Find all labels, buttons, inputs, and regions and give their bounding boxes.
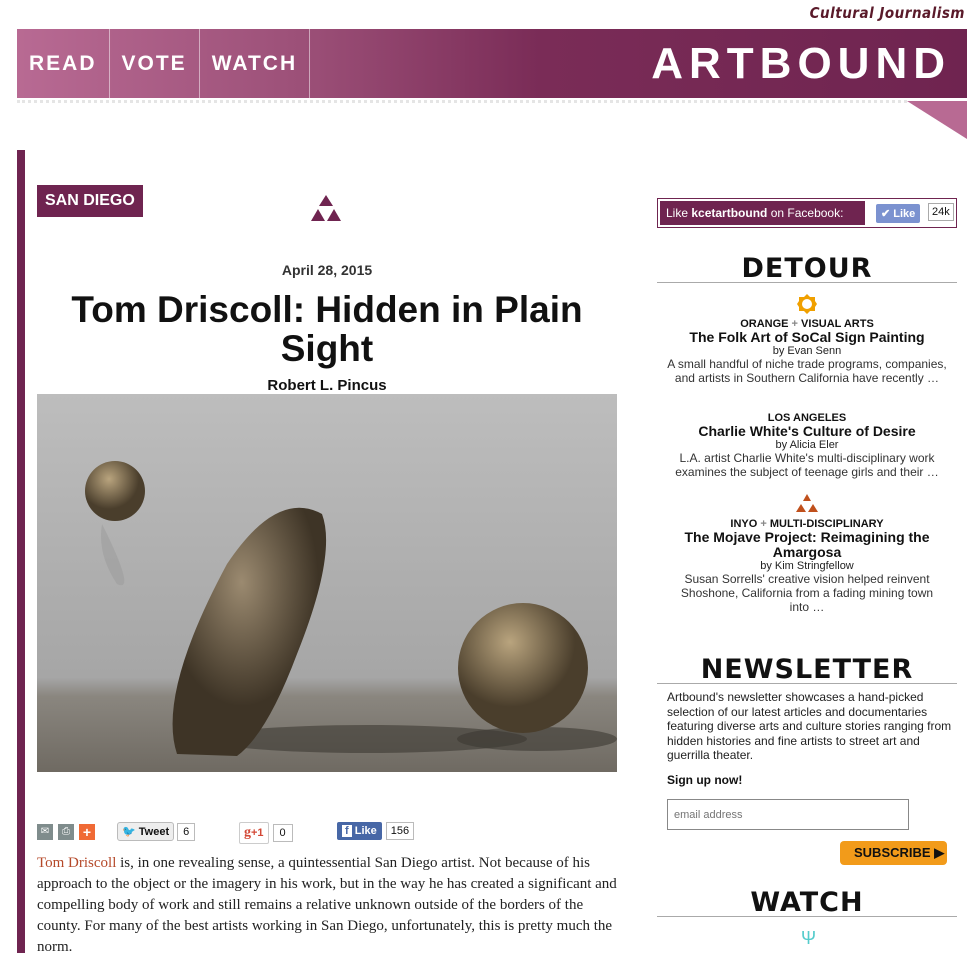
item-category[interactable]: LOS ANGELES <box>767 412 847 424</box>
header-banner <box>17 29 967 98</box>
detour-heading: DETOUR <box>657 256 957 283</box>
check-icon: ✔ <box>881 208 891 220</box>
facebook-widget-label <box>660 201 865 225</box>
nav-watch[interactable]: WATCH <box>200 29 310 98</box>
artist-link[interactable]: Tom Driscoll <box>37 855 117 871</box>
article-author[interactable]: Robert L. Pincus <box>267 377 387 394</box>
article-title: Tom Driscoll: Hidden in Plain Sight <box>71 289 583 369</box>
triangles-icon <box>796 494 818 514</box>
share-bar <box>37 822 617 844</box>
corner-decoration <box>907 101 967 139</box>
gplus-label: +1 <box>251 827 264 839</box>
play-arrow-icon: ▶ <box>934 845 945 860</box>
tweet-label: Tweet <box>138 826 170 838</box>
item-excerpt: L.A. artist Charlie White's multi-disciplinary work examines the subject of teenage girls and their … <box>675 451 939 479</box>
item-category[interactable]: VISUAL ARTS <box>801 318 874 330</box>
item-title[interactable]: Charlie White's Culture of Desire <box>698 423 916 439</box>
email-input[interactable] <box>667 799 909 830</box>
newsletter-description: Artbound's newsletter showcases a hand-picked selection of our latest articles and documentaries featuring diverse arts and culture stories ranging from hidden histories and fine artists to street art and guerrilla theater. <box>667 690 952 762</box>
item-byline: by Evan Senn <box>772 345 842 357</box>
fb-like-button[interactable] <box>876 204 920 223</box>
gplus-icon: g <box>244 825 251 840</box>
facebook-widget <box>657 198 957 228</box>
gplus-button[interactable] <box>239 822 293 844</box>
item-category[interactable]: MULTI-DISCIPLINARY <box>769 518 884 530</box>
watch-heading: WATCH <box>657 890 957 917</box>
fb-like-count: 24k <box>928 203 954 221</box>
fb-prefix: Like <box>666 206 692 220</box>
signup-label: Sign up now! <box>667 773 743 787</box>
like-count: 156 <box>386 822 414 840</box>
sculpture-image <box>37 394 617 772</box>
gplus-count: 0 <box>273 824 293 842</box>
print-icon: ⎙ <box>58 824 74 840</box>
nav-vote[interactable]: VOTE <box>110 29 200 98</box>
item-category[interactable]: ORANGE <box>740 318 789 330</box>
fork-icon: Ψ <box>801 928 817 948</box>
plus-icon: + <box>79 824 95 840</box>
facebook-like-button[interactable] <box>337 822 414 840</box>
article-date: April 28, 2015 <box>281 262 373 278</box>
divider <box>17 100 907 103</box>
email-icon: ✉ <box>37 824 53 840</box>
print-button[interactable] <box>58 824 74 840</box>
subscribe-label: SUBSCRIBE <box>854 845 931 860</box>
sun-icon <box>796 293 818 315</box>
detour-item[interactable]: ORANGE + VISUAL ARTS The Folk Art of SoCal Sign Painting by Evan Senn A small handful of niche trade programs, companies, and artists in Southern California have recently … <box>657 318 957 385</box>
triangles-icon <box>309 195 343 223</box>
facebook-icon: f <box>342 825 352 837</box>
artbound-logo[interactable]: ARTBOUND <box>651 39 951 88</box>
tweet-count: 6 <box>177 823 195 841</box>
tweet-button[interactable] <box>117 822 195 841</box>
detour-item[interactable]: INYO + MULTI-DISCIPLINARY The Mojave Project: Reimagining the Amargosa by Kim Stringfellow Susan Sorrells' creative vision helped reinvent Shoshone, California from a fading mining town into … <box>657 518 957 614</box>
newsletter-heading: NEWSLETTER <box>657 657 957 684</box>
item-excerpt: A small handful of niche trade programs, companies, and artists in Southern California have recently … <box>667 357 947 385</box>
article-photo <box>37 394 617 772</box>
item-byline: by Alicia Eler <box>775 439 839 451</box>
item-byline: by Kim Stringfellow <box>760 560 854 572</box>
nav-read[interactable]: READ <box>17 29 110 98</box>
item-title[interactable]: The Mojave Project: Reimagining the Amargosa <box>684 529 930 560</box>
fb-page-name[interactable]: kcetartbound <box>691 206 768 220</box>
addthis-button[interactable] <box>79 824 95 840</box>
item-title[interactable]: The Folk Art of SoCal Sign Painting <box>689 329 925 345</box>
article-body <box>37 853 617 958</box>
email-share-button[interactable] <box>37 824 53 840</box>
tagline: Cultural Journalism <box>809 4 965 22</box>
region-badge[interactable]: SAN DIEGO <box>37 185 143 217</box>
like-label: Like <box>354 825 377 837</box>
article-body-text: is, in one revealing sense, a quintessential San Diego artist. Not because of his approach to the object or the imagery in his work, but in the way he has created a significant and compelling body of work and still remains a relative unknown outside of the borders of the county. For many of the best artists working in San Diego, unfortunately, this is pretty much the norm. <box>37 855 617 955</box>
twitter-icon: 🐦 <box>122 826 136 838</box>
detour-item[interactable] <box>657 412 957 479</box>
fb-like-label: Like <box>893 208 916 220</box>
left-accent-bar <box>17 150 25 953</box>
main-nav <box>17 29 310 98</box>
item-excerpt: Susan Sorrells' creative vision helped reinvent Shoshone, California from a fading mining town into … <box>680 572 934 614</box>
item-category[interactable]: INYO <box>730 518 758 530</box>
subscribe-button[interactable] <box>840 841 947 865</box>
fb-suffix: on Facebook: <box>767 206 844 220</box>
